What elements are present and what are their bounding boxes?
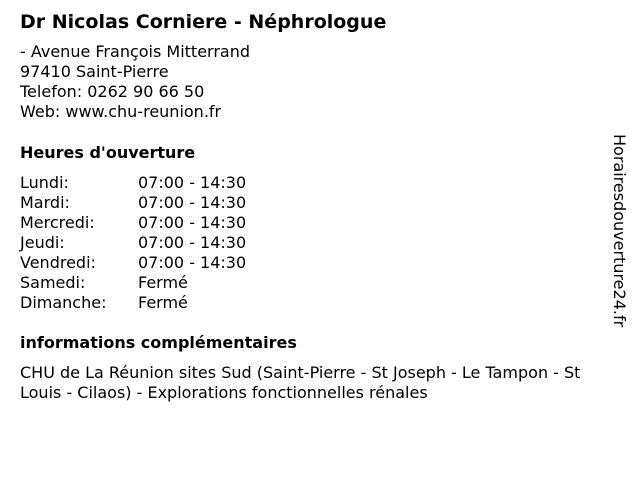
additional-info-text: CHU de La Réunion sites Sud (Saint-Pierre - St Joseph - Le Tampon - St Louis - Cilaos) - Explorations fonctionnelles rénales [20, 363, 581, 402]
hours-time: 07:00 - 14:30 [138, 213, 247, 232]
website: Web: www.chu-reunion.fr [20, 102, 222, 121]
hours-day: Dimanche: [20, 293, 107, 312]
hours-time: Fermé [138, 273, 188, 292]
hours-row-saturday [20, 273, 610, 293]
business-card [20, 10, 610, 403]
opening-hours-heading: Heures d'ouverture [20, 143, 196, 162]
hours-day: Jeudi: [20, 233, 65, 252]
hours-row-friday [20, 253, 610, 273]
phone-number: Telefon: 0262 90 66 50 [20, 82, 205, 101]
hours-row-tuesday [20, 193, 610, 213]
additional-info-heading: informations complémentaires [20, 333, 297, 352]
hours-row-sunday [20, 293, 610, 313]
hours-row-monday [20, 173, 610, 193]
hours-time: 07:00 - 14:30 [138, 253, 247, 272]
hours-day: Mercredi: [20, 213, 95, 232]
page-title: Dr Nicolas Corniere - Néphrologue [20, 11, 387, 33]
hours-time: 07:00 - 14:30 [138, 173, 247, 192]
hours-day: Samedi: [20, 273, 86, 292]
hours-day: Mardi: [20, 193, 70, 212]
hours-row-wednesday [20, 213, 610, 233]
hours-day: Lundi: [20, 173, 69, 192]
hours-time: Fermé [138, 293, 188, 312]
hours-time: 07:00 - 14:30 [138, 233, 247, 252]
opening-hours-table [20, 173, 610, 313]
hours-day: Vendredi: [20, 253, 96, 272]
address-block [20, 42, 610, 122]
hours-row-thursday [20, 233, 610, 253]
address-street: - Avenue François Mitterrand [20, 42, 251, 61]
site-watermark: Horairesdouverture24.fr [610, 134, 629, 328]
address-city: 97410 Saint-Pierre [20, 62, 169, 81]
hours-time: 07:00 - 14:30 [138, 193, 247, 212]
